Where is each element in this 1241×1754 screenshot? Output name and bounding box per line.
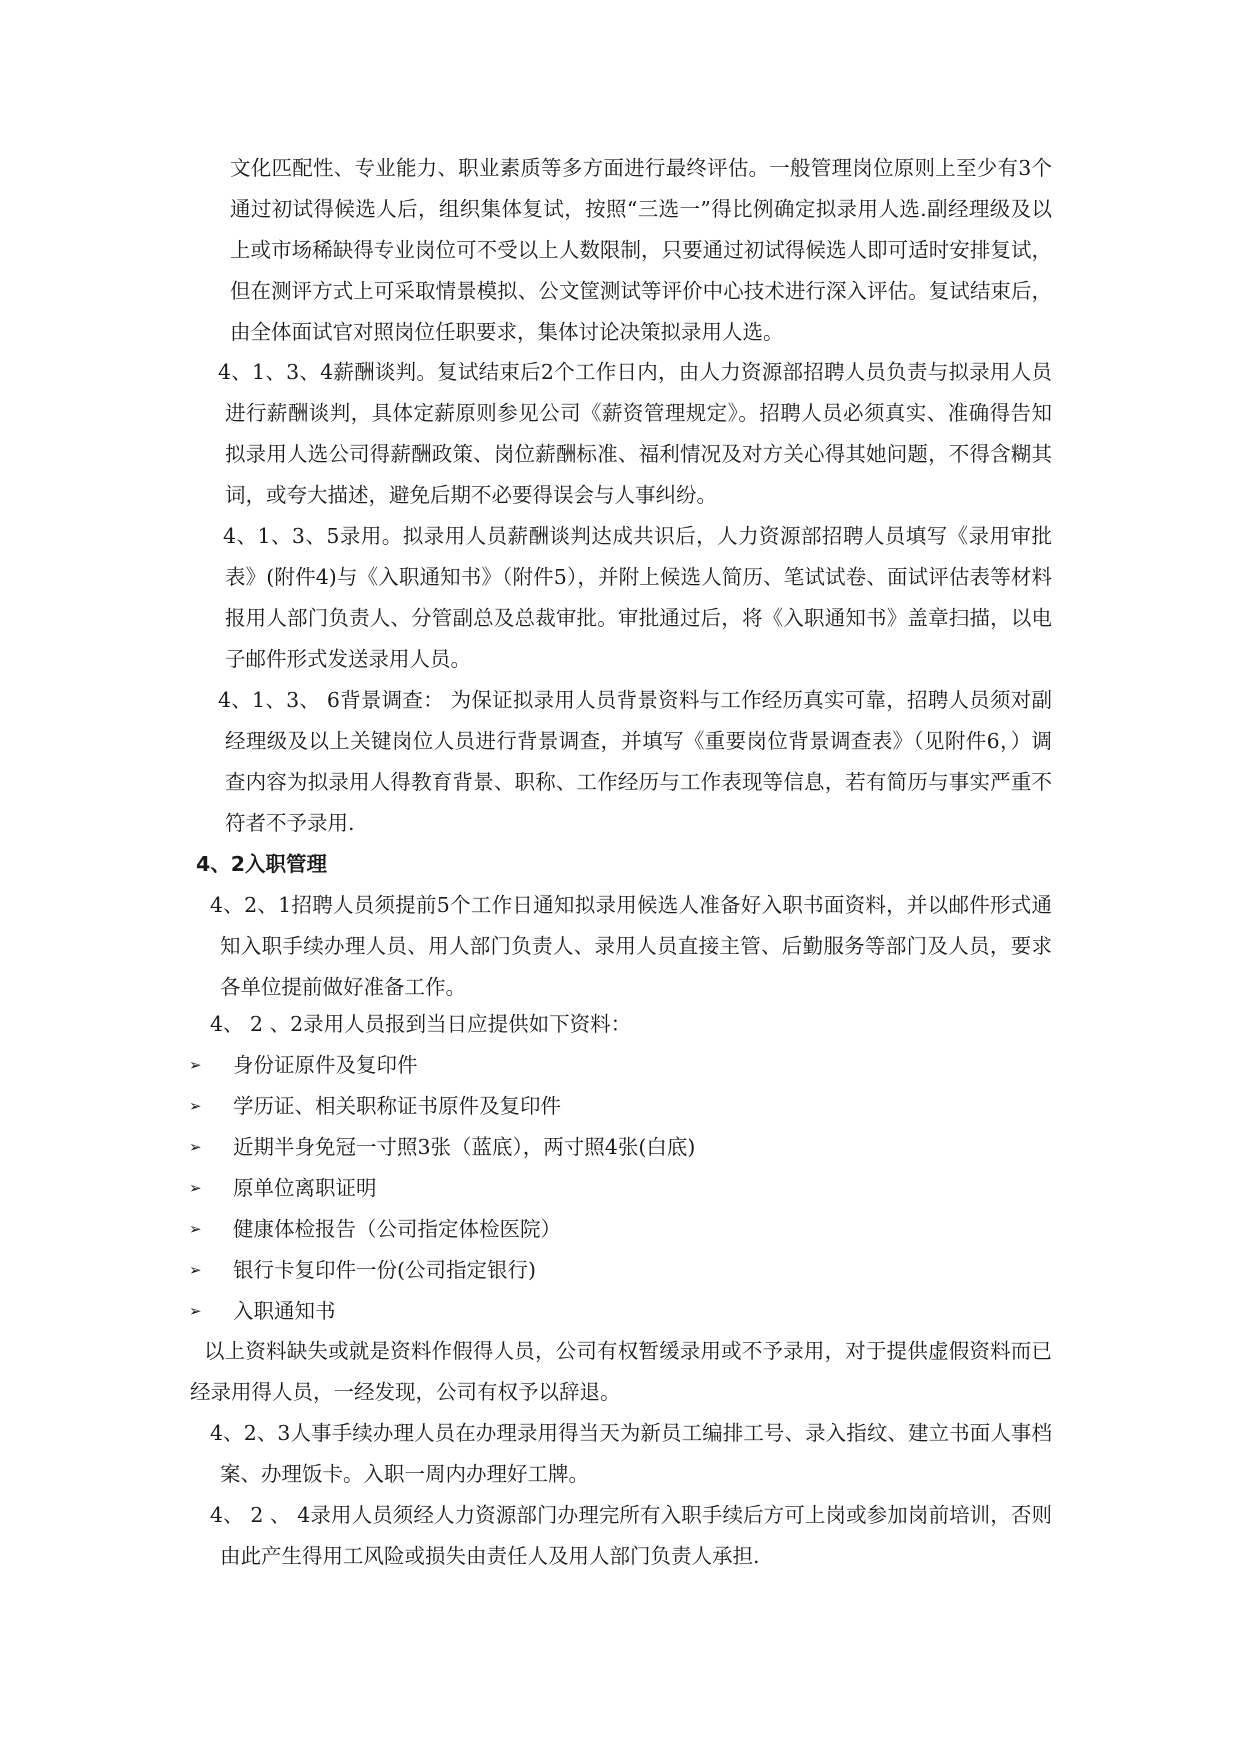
list-item-text: 入职通知书 bbox=[233, 1299, 336, 1323]
arrowhead-bullet-icon: ➢ bbox=[189, 1302, 202, 1320]
paragraph-salary-negotiation: 4、1、3、4薪酬谈判。复试结束后2个工作日内，由人力资源部招聘人员负责与拟录用人员进行薪酬谈判，具体定薪原则参见公司《薪资管理规定》。招聘人员必须真实、准确得告知拟录用人选公司得薪酬政策、岗位薪酬标准、福利情况及对方关心得其她问题，不得含糊其词，或夸大描述，避免后期不必要得误会与人事纠纷。 bbox=[218, 360, 1052, 507]
arrowhead-bullet-icon: ➢ bbox=[189, 1220, 202, 1238]
arrowhead-bullet-icon: ➢ bbox=[189, 1261, 202, 1279]
arrowhead-bullet-icon: ➢ bbox=[189, 1097, 202, 1115]
paragraph-background-check: 4、1、3、 6背景调查： 为保证拟录用人员背景资料与工作经历真实可靠，招聘人员须对副经理级及以上关键岗位人员进行背景调查，并填写《重要岗位背景调查表》（见附件6，）调查内容为拟录用人得教育背景、职称、工作经历与工作表现等信息，若有简历与事实严重不符者不予录用. bbox=[218, 688, 1052, 835]
paragraph-onboarding-completion: 4、 2 、 4录用人员须经人力资源部门办理完所有入职手续后方可上岗或参加岗前培训，否则由此产生得用工风险或损失由责任人及用人部门负责人承担. bbox=[210, 1503, 1052, 1568]
arrowhead-bullet-icon: ➢ bbox=[189, 1056, 202, 1074]
list-item bbox=[189, 1168, 1089, 1209]
list-item bbox=[189, 1045, 1089, 1086]
paragraph-hiring: 4、1、3、5录用。拟录用人员薪酬谈判达成共识后，人力资源部招聘人员填写《录用审批表》(附件4)与《入职通知书》（附件5），并附上候选人简历、笔试试卷、面试评估表等材料报用人部门负责人、分管副总及总裁审批。审批通过后，将《入职通知书》盖章扫描，以电子邮件形式发送录用人员。 bbox=[223, 524, 1052, 671]
paragraph-false-documents-warning: 以上资料缺失或就是资料作假得人员，公司有权暂缓录用或不予录用，对于提供虚假资料而已经录用得人员，一经发现，公司有权予以辞退。 bbox=[190, 1339, 1052, 1404]
paragraph-personnel-procedures: 4、2、3人事手续办理人员在办理录用得当天为新员工编排工号、录入指纹、建立书面人事档案、办理饭卡。入职一周内办理好工牌。 bbox=[210, 1421, 1052, 1486]
list-item bbox=[189, 1086, 1089, 1127]
arrowhead-bullet-icon: ➢ bbox=[189, 1179, 202, 1197]
list-item bbox=[189, 1127, 1089, 1168]
list-item-text: 原单位离职证明 bbox=[233, 1176, 377, 1200]
list-item-text: 身份证原件及复印件 bbox=[233, 1053, 418, 1077]
list-item bbox=[189, 1209, 1089, 1250]
list-item bbox=[189, 1291, 1089, 1332]
paragraph-notify-candidate: 4、2、1招聘人员须提前5个工作日通知拟录用候选人准备好入职书面资料，并以邮件形式通知入职手续办理人员、用人部门负责人、录用人员直接主管、后勤服务等部门及人员，要求各单位提前做好准备工作。 bbox=[210, 893, 1052, 999]
list-item-text: 近期半身免冠一寸照3张（蓝底），两寸照4张(白底) bbox=[233, 1135, 696, 1159]
paragraph-final-evaluation: 文化匹配性、专业能力、职业素质等多方面进行最终评估。一般管理岗位原则上至少有3个通过初试得候选人后，组织集体复试，按照“三选一”得比例确定拟录用人选.副经理级及以上或市场稀缺得专业岗位可不受以上人数限制，只要通过初试得候选人即可适时安排复试，但在测评方式上可采取情景模拟、公文筐测试等评价中心技术进行深入评估。复试结束后，由全体面试官对照岗位任职要求，集体讨论决策拟录用人选。 bbox=[230, 156, 1052, 344]
list-item-text: 学历证、相关职称证书原件及复印件 bbox=[233, 1094, 561, 1118]
list-item-text: 银行卡复印件一份(公司指定银行) bbox=[233, 1258, 536, 1282]
required-documents-list bbox=[189, 1045, 1089, 1332]
list-item-text: 健康体检报告（公司指定体检医院） bbox=[233, 1217, 561, 1241]
arrowhead-bullet-icon: ➢ bbox=[189, 1138, 202, 1156]
paragraph-required-documents-intro: 4、 2 、2录用人员报到当日应提供如下资料： bbox=[210, 1012, 632, 1036]
list-item bbox=[189, 1250, 1089, 1291]
section-heading-onboarding: 4、2入职管理 bbox=[196, 852, 328, 876]
